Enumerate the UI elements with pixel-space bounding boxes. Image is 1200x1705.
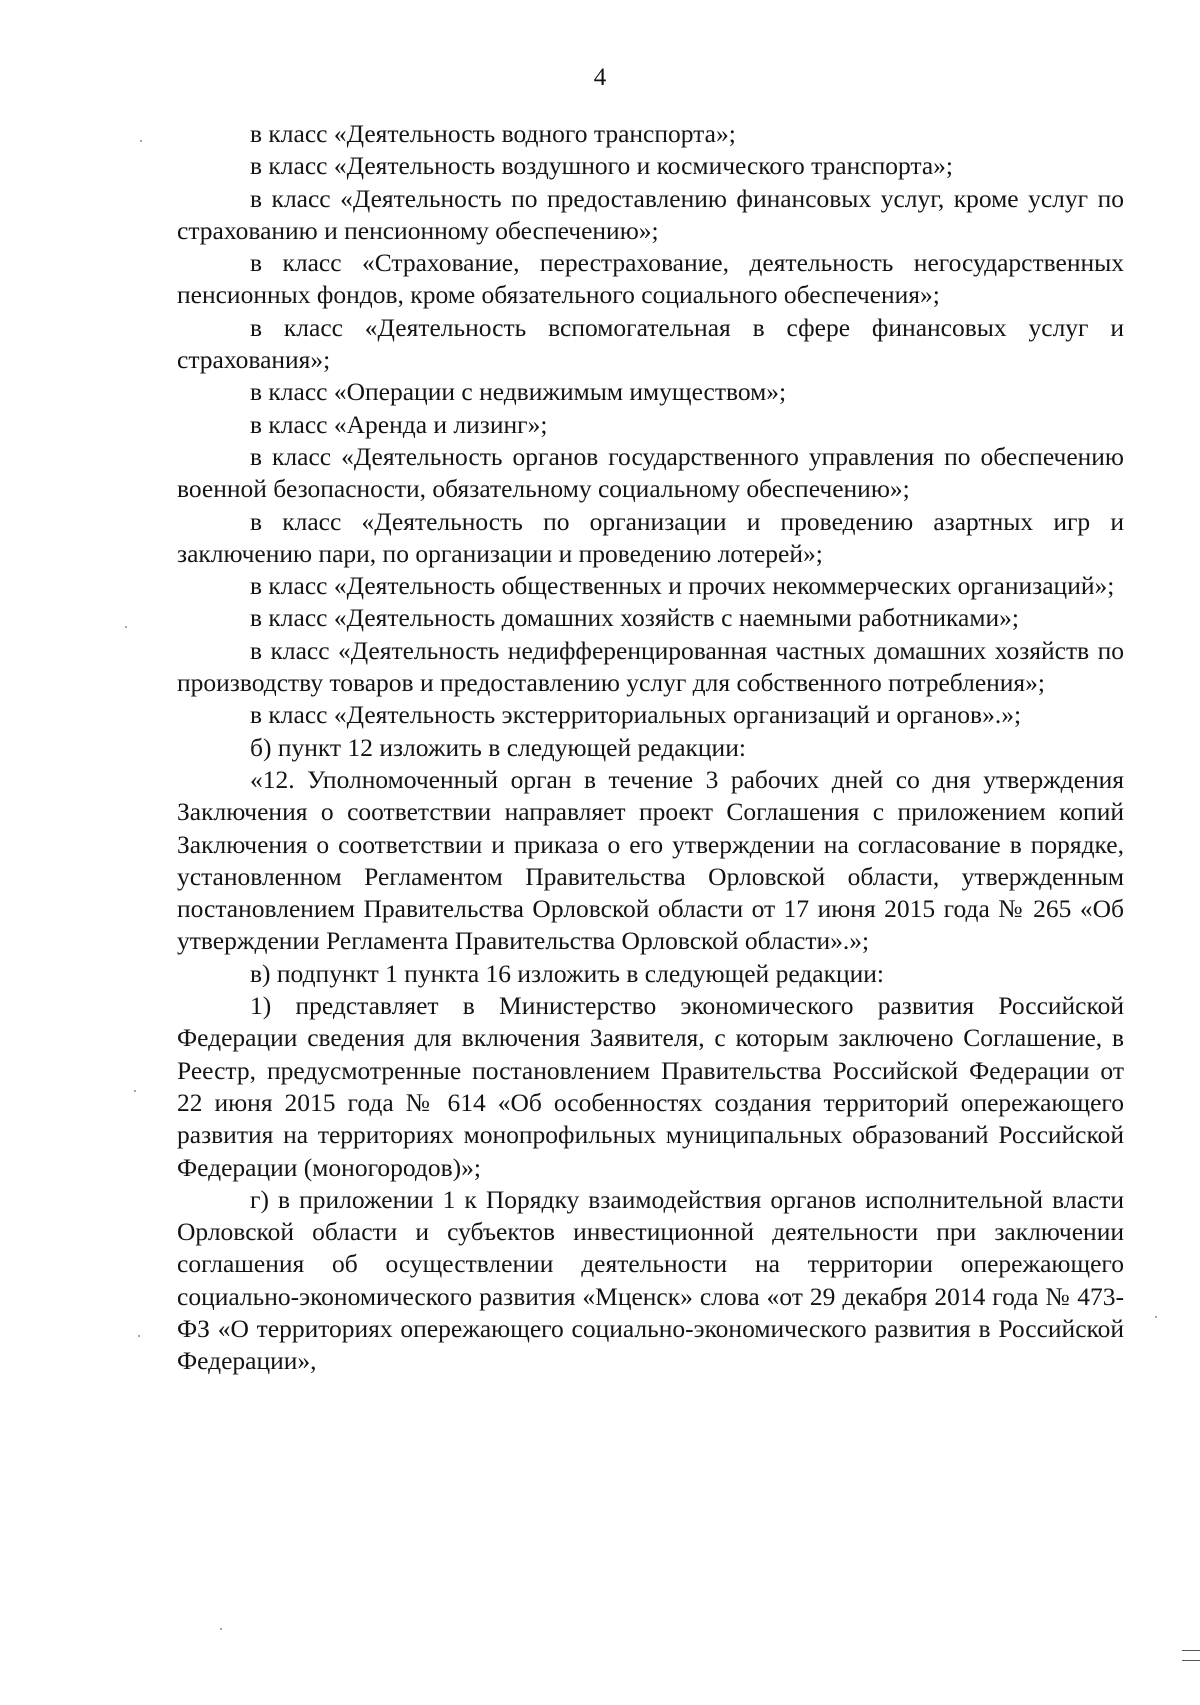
paragraph: в класс «Страхование, перестрахование, деятельность негосударственных пенсионных фондов, кроме обязательного социального обеспечения»; <box>177 248 1124 310</box>
paragraph: «12. Уполномоченный орган в течение 3 рабочих дней со дня утверждения Заключения о соответствии направляет проект Соглашения с приложением копий Заключения о соответствии и приказа о его утверждении на согласование в порядке, установленном Регламентом Правительства Орловской области, утвержденным постановлением Правительства Орловской области от 17 июня 2015 года № 265 «Об утверждении Регламента Правительства Орловской области».»; <box>177 764 1124 956</box>
scan-edge-mark <box>1182 1650 1200 1651</box>
paragraph: в класс «Деятельность экстерриториальных организаций и органов».»; <box>250 700 1022 730</box>
scan-speck <box>125 626 127 628</box>
paragraph: 1) представляет в Министерство экономического развития Российской Федерации сведения для включения Заявителя, с которым заключено Соглашение, в Реестр, предусмотренные постановлением Правительства Российской Федерации от 22 июня 2015 года № 614 «Об особенностях создания территорий опережающего развития на территориях монопрофильных муниципальных образований Российской Федерации (моногородов)»; <box>177 991 1124 1182</box>
scan-speck <box>134 1090 136 1092</box>
scan-speck <box>138 1335 140 1337</box>
scan-edge-mark <box>1182 1660 1200 1661</box>
paragraph: в класс «Деятельность водного транспорта»; <box>250 119 736 148</box>
paragraph: в класс «Деятельность домашних хозяйств с наемными работниками»; <box>250 603 1019 633</box>
paragraph: в класс «Операции с недвижимым имуществом»; <box>250 377 787 407</box>
scan-speck <box>220 1628 222 1630</box>
paragraph: г) в приложении 1 к Порядку взаимодействия органов исполнительной власти Орловской области и субъектов инвестиционной деятельности при заключении соглашения об осуществлении деятельности на территории опережающего социально-экономического развития «Мценск» слова «от 29 декабря 2014 года № 473-ФЗ «О территориях опережающего социально-экономического развития в Российской Федерации», <box>177 1184 1124 1376</box>
paragraph: в класс «Аренда и лизинг»; <box>250 409 548 439</box>
paragraph: в класс «Деятельность воздушного и космического транспорта»; <box>250 151 954 181</box>
paragraph: в класс «Деятельность по предоставлению финансовых услуг, кроме услуг по страхованию и пенсионному обеспечению»; <box>177 183 1124 245</box>
paragraph: в класс «Деятельность вспомогательная в сфере финансовых услуг и страхования»; <box>177 312 1124 375</box>
page-number: 4 <box>593 64 607 91</box>
paragraph: в класс «Деятельность общественных и прочих некоммерческих организаций»; <box>250 571 1115 601</box>
paragraph: в класс «Деятельность недифференцированная частных домашних хозяйств по производству товаров и предоставлению услуг для собственного потребления»; <box>177 635 1124 698</box>
scan-speck <box>1155 1316 1157 1318</box>
document-body <box>177 118 1124 1378</box>
scan-speck <box>140 140 142 142</box>
paragraph: в) подпункт 1 пункта 16 изложить в следующей редакции: <box>250 958 885 988</box>
paragraph: б) пункт 12 изложить в следующей редакции: <box>250 732 746 762</box>
paragraph: в класс «Деятельность по организации и проведению азартных игр и заключению пари, по организации и проведению лотерей»; <box>177 506 1124 568</box>
paragraph: в класс «Деятельность органов государственного управления по обеспечению военной безопасности, обязательному социальному обеспечению»; <box>177 441 1124 504</box>
